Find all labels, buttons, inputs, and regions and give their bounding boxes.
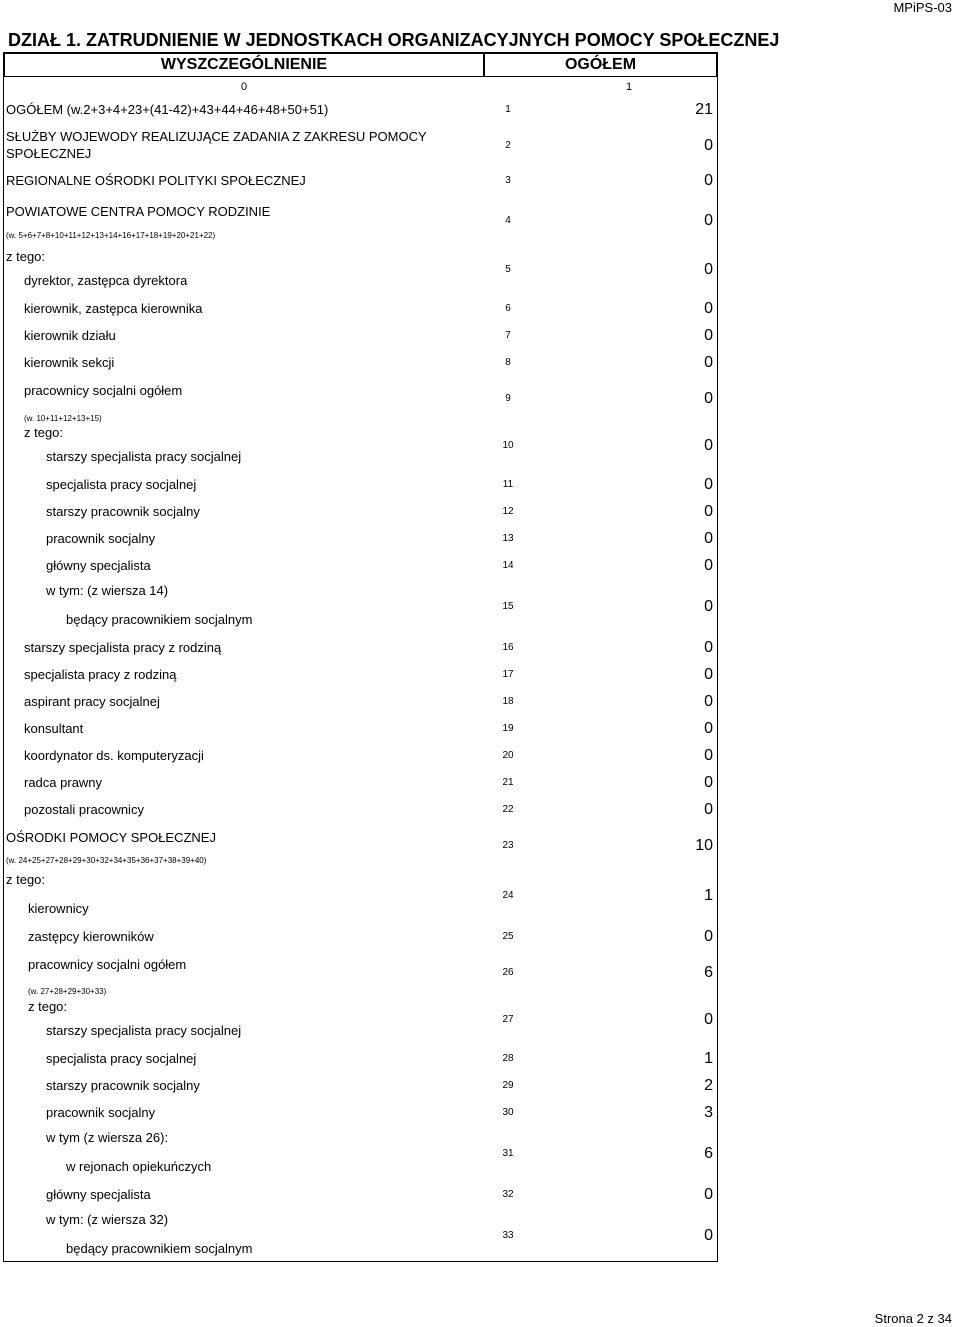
table-row	[4, 498, 717, 525]
row-value: 0	[704, 1227, 713, 1244]
row-number: 14	[502, 560, 514, 571]
row-value: 21	[695, 101, 713, 118]
row-number: 33	[502, 1230, 514, 1241]
row-value: 0	[704, 639, 713, 656]
row-number: 21	[502, 777, 514, 788]
table-row	[4, 421, 717, 471]
column-number-total: 1	[625, 81, 633, 93]
row-number: 5	[505, 264, 511, 275]
table-row	[4, 688, 717, 715]
row-value: 10	[695, 837, 713, 854]
table-row	[4, 634, 717, 661]
row-number: 27	[502, 1014, 514, 1025]
row-value: 0	[704, 476, 713, 493]
row-value: 0	[704, 261, 713, 278]
row-number: 22	[502, 804, 514, 815]
row-value: 0	[704, 598, 713, 615]
column-number-spec: 0	[240, 81, 248, 93]
row-number: 31	[502, 1148, 514, 1159]
row-value: 0	[704, 503, 713, 520]
row-formula: (w. 27+28+29+30+33)	[28, 987, 107, 996]
row-number: 28	[502, 1053, 514, 1064]
row-value: 1	[704, 887, 713, 904]
table-row	[4, 376, 717, 421]
row-number: 30	[502, 1107, 514, 1118]
row-value: 0	[704, 557, 713, 574]
row-number: 10	[502, 440, 514, 451]
row-label: kierownik, zastępca kierownika	[24, 301, 203, 316]
row-value: 6	[704, 1145, 713, 1162]
row-value: 0	[704, 172, 713, 189]
row-label: konsultant	[24, 721, 84, 736]
row-label: specjalista pracy socjalnej	[46, 1051, 197, 1066]
row-value: 2	[704, 1077, 713, 1094]
table-row	[4, 471, 717, 498]
row-label: aspirant pracy socjalnej	[24, 694, 160, 709]
row-label: OGÓŁEM (w.2+3+4+23+(41-42)+43+44+46+48+50+51)	[6, 102, 329, 117]
row-value: 0	[704, 137, 713, 154]
row-number: 16	[502, 642, 514, 653]
table-row	[4, 349, 717, 376]
table-row	[4, 796, 717, 823]
row-label: w tym: (z wiersza 14)	[46, 583, 169, 598]
row-value: 0	[704, 693, 713, 710]
row-label: koordynator ds. komputeryzacji	[24, 748, 204, 763]
row-label: w rejonach opiekuńczych	[66, 1159, 212, 1174]
table-row	[4, 1099, 717, 1126]
row-label: z tego:	[24, 425, 64, 440]
table-row	[4, 1045, 717, 1072]
table-row	[4, 295, 717, 322]
row-label: pracownik socjalny	[46, 1105, 156, 1120]
table-row	[4, 245, 717, 295]
row-label: specjalista pracy z rodziną	[24, 667, 177, 682]
row-label: z tego:	[6, 249, 46, 264]
row-label: pozostali pracownicy	[24, 802, 144, 817]
row-number: 3	[505, 175, 511, 186]
row-label: będący pracownikiem socjalnym	[66, 1241, 253, 1256]
row-label: kierownicy	[28, 901, 89, 916]
row-number: 20	[502, 750, 514, 761]
table-row	[4, 525, 717, 552]
row-value: 0	[704, 801, 713, 818]
row-value: 0	[704, 747, 713, 764]
table-row	[4, 715, 717, 742]
row-value: 0	[704, 530, 713, 547]
row-number: 32	[502, 1189, 514, 1200]
table-row	[4, 923, 717, 950]
row-label: POWIATOWE CENTRA POMOCY RODZINIE	[6, 204, 271, 219]
row-label: starszy specjalista pracy z rodziną	[24, 640, 222, 655]
table-row	[4, 769, 717, 796]
table-row	[4, 552, 717, 579]
row-label: główny specjalista	[46, 558, 151, 573]
row-label: z tego:	[28, 999, 68, 1014]
table-row	[4, 868, 717, 923]
row-label: główny specjalista	[46, 1187, 151, 1202]
row-label: SPOŁECZNEJ	[6, 146, 92, 161]
table-row	[4, 197, 717, 245]
row-formula: (w. 5+6+7+8+10+11+12+13+14+16+17+18+19+20+21+22)	[6, 231, 216, 240]
row-value: 0	[704, 928, 713, 945]
table-row	[4, 98, 717, 122]
row-number: 15	[502, 601, 514, 612]
row-label: kierownik sekcji	[24, 355, 115, 370]
data-table	[3, 52, 718, 1262]
column-header-spec: WYSZCZEGÓLNIENIE	[4, 53, 484, 77]
row-label: pracownik socjalny	[46, 531, 156, 546]
table-row	[4, 742, 717, 769]
row-number: 19	[502, 723, 514, 734]
row-value: 0	[704, 437, 713, 454]
row-label: w tym (z wiersza 26):	[46, 1130, 169, 1145]
column-header-total: OGÓŁEM	[484, 53, 717, 77]
table-row	[4, 322, 717, 349]
row-value: 0	[704, 1011, 713, 1028]
row-number: 17	[502, 669, 514, 680]
row-value: 0	[704, 1186, 713, 1203]
form-code: MPiPS-03	[893, 0, 952, 15]
table-row	[4, 579, 717, 634]
row-value: 0	[704, 666, 713, 683]
table-row	[4, 127, 717, 165]
table-row	[4, 661, 717, 688]
row-label: starszy specjalista pracy socjalnej	[46, 1023, 242, 1038]
row-value: 0	[704, 774, 713, 791]
row-number: 4	[505, 215, 511, 226]
row-number: 6	[505, 303, 511, 314]
row-number: 25	[502, 931, 514, 942]
row-label: pracownicy socjalni ogółem	[24, 383, 183, 398]
table-row	[4, 1126, 717, 1181]
row-label: specjalista pracy socjalnej	[46, 477, 197, 492]
row-number: 29	[502, 1080, 514, 1091]
row-label: kierownik działu	[24, 328, 116, 343]
table-row	[4, 1072, 717, 1099]
row-value: 0	[704, 390, 713, 407]
row-number: 18	[502, 696, 514, 707]
table-row	[4, 950, 717, 995]
row-label: OŚRODKI POMOCY SPOŁECZNEJ	[6, 830, 216, 845]
row-label: starszy specjalista pracy socjalnej	[46, 449, 242, 464]
row-label: REGIONALNE OŚRODKI POLITYKI SPOŁECZNEJ	[6, 173, 306, 188]
row-value: 0	[704, 354, 713, 371]
row-label: radca prawny	[24, 775, 103, 790]
page-title: DZIAŁ 1. ZATRUDNIENIE W JEDNOSTKACH ORGANIZACYJNYCH POMOCY SPOŁECZNEJ	[8, 30, 780, 50]
row-formula: (w. 10+11+12+13+15)	[24, 414, 102, 423]
row-formula: (w. 24+25+27+28+29+30+32+34+35+36+37+38+39+40)	[6, 856, 207, 865]
row-number: 13	[502, 533, 514, 544]
row-label: będący pracownikiem socjalnym	[66, 612, 253, 627]
row-value: 0	[704, 212, 713, 229]
row-value: 0	[704, 327, 713, 344]
row-number: 1	[505, 104, 511, 115]
row-label: starszy pracownik socjalny	[46, 1078, 200, 1093]
table-row	[4, 1208, 717, 1263]
row-label: z tego:	[6, 872, 46, 887]
row-label: zastępcy kierowników	[28, 929, 154, 944]
row-number: 8	[505, 357, 511, 368]
row-value: 1	[704, 1050, 713, 1067]
row-number: 9	[505, 393, 511, 404]
row-label: w tym: (z wiersza 32)	[46, 1212, 169, 1227]
row-value: 0	[704, 300, 713, 317]
row-label: dyrektor, zastępca dyrektora	[24, 273, 188, 288]
row-label: pracownicy socjalni ogółem	[28, 957, 187, 972]
table-row	[4, 169, 717, 193]
row-label: starszy pracownik socjalny	[46, 504, 200, 519]
row-number: 12	[502, 506, 514, 517]
row-label: SŁUŻBY WOJEWODY REALIZUJĄCE ZADANIA Z ZAKRESU POMOCY	[6, 129, 427, 144]
table-row	[4, 995, 717, 1045]
row-number: 11	[502, 479, 514, 490]
row-value: 3	[704, 1104, 713, 1121]
row-value: 6	[704, 964, 713, 981]
page-number: Strona 2 z 34	[874, 1311, 952, 1326]
row-number: 24	[502, 890, 514, 901]
row-number: 2	[505, 140, 511, 151]
row-number: 23	[502, 840, 514, 851]
table-row	[4, 823, 717, 868]
row-number: 26	[502, 967, 514, 978]
row-value: 0	[704, 720, 713, 737]
table-row	[4, 1181, 717, 1208]
row-number: 7	[505, 330, 511, 341]
